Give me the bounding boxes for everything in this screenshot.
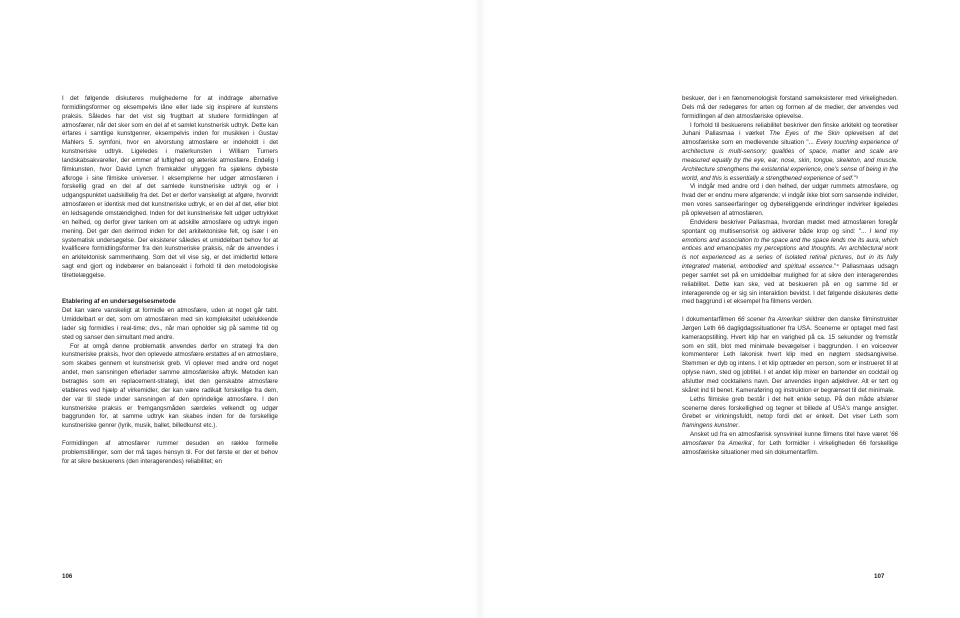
paragraph: Vi indgår med andre ord i den helhed, der udgør rummets atmosfære, og hvad der er endnu mere afgørende; vi indgår ikke blot som sansende individer, men vores sanseerfaringer og dybereliggende erindringer indvirker ligeledes på oplevelsen af atmosfæren.	[682, 183, 898, 217]
paragraph: I forhold til beskuerens reliabilitet beskriver den finske arkitekt og teoretiker Juhani Pallasmaa i værket The Eyes of the Skin oplevelsen af det atmosfæriske som en medlevende situation "... Every touching experience of architecture is multi-sensory; qualities of space, matter and scale are measured equally by the eye, ear, nose, skin, tongue, skeleton, and muscle. Architecture strengthens the existential experience, one's sense of being in the world, and this is essentially a strengthened experience of self."³	[682, 121, 898, 182]
section-heading: Etablering af en undersøgelsesmetode	[62, 298, 176, 306]
left-text-column	[62, 95, 278, 466]
quotation: I lend my emotions and association to the space and the space lends me its aura, which entices and emancipates my perceptions and thoughts. An architectural work is not experienced as a series of isolated retinal pictures, but in its fully integrated material, embodied and spiritual essence	[682, 227, 898, 271]
intro-paragraph: I det følgende diskuteres mulighederne for at inddrage alternative formidlingsformer og eksempelvis låne eller lade sig inspirere af kunstens praksis. Således har det vist sig frugtbart at studere formidlingen af atmosfærer, når det sker som en del af et samlet kunstnerisk udtryk. Dette kan erfares i samtlige kunstgenrer, eksempelvis inden for musikken i Gustav Mahlers 5. symfoni, hvor en alvorstung atmosfære er indeholdt i det kunstneriske udtryk. Ligeledes i malerkunsten i William Turners landskabsakvareller, der emmer af luftighed og æterisk atmosfære. Endelig i filmkunsten, hvor David Lynch fremkalder uhyggen fra sjælens dybeste afkroge i sine filmiske universer. I eksemplerne her udgør atmosfæren i forskellig grad en del af det samlede kunstneriske udtryk og er i udgangspunktet uadskillelig fra det. Det er derfor vanskeligt at afgøre, hvorvidt atmosfæren er identisk med det kunstneriske udtryk, er en del af det, eller blot en ledsagende omstændighed. Inden for det kunstneriske felt udgør udtrykket en helhed, og derfor giver tanken om at adskille atmosfære og udtryk ingen mening. Det gør den derimod inden for det arkitektoniske felt, og især i en systematisk undersøgelse. Der eksisterer således et umiddelbart behov for at kvalificere formidlingsformer fra den kunstneriske praksis, når de anvendes i en arkitektonisk sammenhæng. Som det vil vise sig, er det imidlertid lettere sagt end gjort og indebærer en balanceakt i forhold til den metodologiske tilrettelæggelse.	[62, 95, 278, 279]
paragraph: Leths filmiske greb består i det helt enkle setup. På den måde afslører scenerne deres forskellighed og tegner et billede af USA's mange ansigter. Grebet er virkningsfuldt, netop fordi det er enkelt. Det viser Leth som framingens kunstner.	[682, 395, 898, 430]
paragraph: beskuer, der i en fænomenologisk forstand sameksisterer med virkeligheden. Dels må der redegøres for arten og formen af de medier, der anvendes ved formidlingen af den atmosfæriske oplevelse.	[682, 95, 898, 120]
right-text-column	[682, 95, 898, 458]
page-number-right: 107	[874, 573, 885, 580]
film-title: 66 scener fra Amerika	[737, 316, 801, 324]
paragraph: Ansket ud fra en atmosfærisk synsvinkel kunne filmens titel have været '66 atmosfærer fra Amerika', for Leth formidler i virkeligheden 66 forskellige atmosfæriske situationer med sin dokumentarfilm.	[682, 431, 898, 456]
page-number-left: 106	[62, 573, 73, 580]
book-title: The Eyes of the Skin	[769, 130, 840, 138]
paragraph: Endvidere beskriver Pallasmaa, hvordan mødet med atmosfæren foregår spontant og multisensorisk og aktiverer både krop og sind: "... I lend my emotions and association to the space and the space lends me its aura, which entices and emancipates my perceptions and thoughts. An architectural work is not experienced as a series of isolated retinal pictures, but in its fully integrated material, embodied and spiritual essence."⁴ Pallasmaas udsagn peger samlet set på en umiddelbar mulighed for at sikre den interagerendes reliabilitet. Dette kan ske, ved at beskueren på en og samme tid er interagerende og er sig sin interaktion bevidst. I det følgende diskuteres dette med baggrund i et eksempel fra filmens verden.	[682, 218, 899, 306]
section-paragraph: Det kan være vanskeligt at formidle en atmosfære, uden at noget går tabt. Umiddelbart er det, som om atmosfæren med sin kompleksitet udelukkende lader sig formidles i real-time; dvs., når man opholder sig på samme tid og sted og sanser den simultant med andre.	[62, 307, 278, 341]
closing-paragraph: Formidlingen af atmosfærer rummer desuden en række formelle problemstillinger, som der må tages hensyn til. For det første er der et behov for at sikre beskuerens (den interagerendes) reliabilitet; en	[62, 439, 278, 465]
section-paragraph: For at omgå denne problematik anvendes derfor en strategi fra den kunstneriske praksis, hvor den oplevede atmosfære erstattes af en atmosfære, som skabes gennem et kunstnerisk greb. Vi oplever med andre ord noget andet, men sansningen efterlader samme atmosfæriske aftryk. Metoden kan betragtes som en replacement-strategi, idet den genskabte atmosfære etableres ved hjælp af virkemidler, der kan være radikalt forskellige fra dem, der var til stede under sansningen af den oprindelige atmosfære. I den kunstneriske praksis er fremgangsmåden særdeles velkendt og udgør baggrunden for, at samme udtryk kan skabes inden for de forskellige kunstneriske genrer (lyrik, musik, ballet, billedkunst etc.).	[62, 342, 278, 430]
paragraph: I dokumentarfilmen 66 scener fra Amerika⁵ skildrer den danske filminstruktør Jørgen Leth 66 dagligdagssituationer fra USA. Scenerne er optaget med fast kameraopstilling. Hvert klip har en varighed på ca. 15 sekunder og fremstår som en still, blot med minimale bevægelser i baggrunden. I en voiceover kommenterer Leth lakonisk hvert klip med en nøgtern stedsangivelse. Stemmen er dyb og intens. I et klip optræder en person, som er instrueret til at oplyse navn, sted og jobtitel. I et andet klip mixer en bartender en cocktail og afslutter med cocktailens navn. Der anvendes ingen adjektiver. Alt er tørt og skåret ind til benet. Kameraføring og instruktion er begrænset til det minimale.	[682, 316, 898, 394]
quotation: Every touching experience of architecture is multi-sensory; qualities of space, matter and scale are measured equally by the eye, ear, nose, skin, tongue, skeleton, and muscle. Architecture strengthens the existential experience, one's sense of being in the world, and this is essentially a strengthened experience of self	[682, 139, 898, 182]
